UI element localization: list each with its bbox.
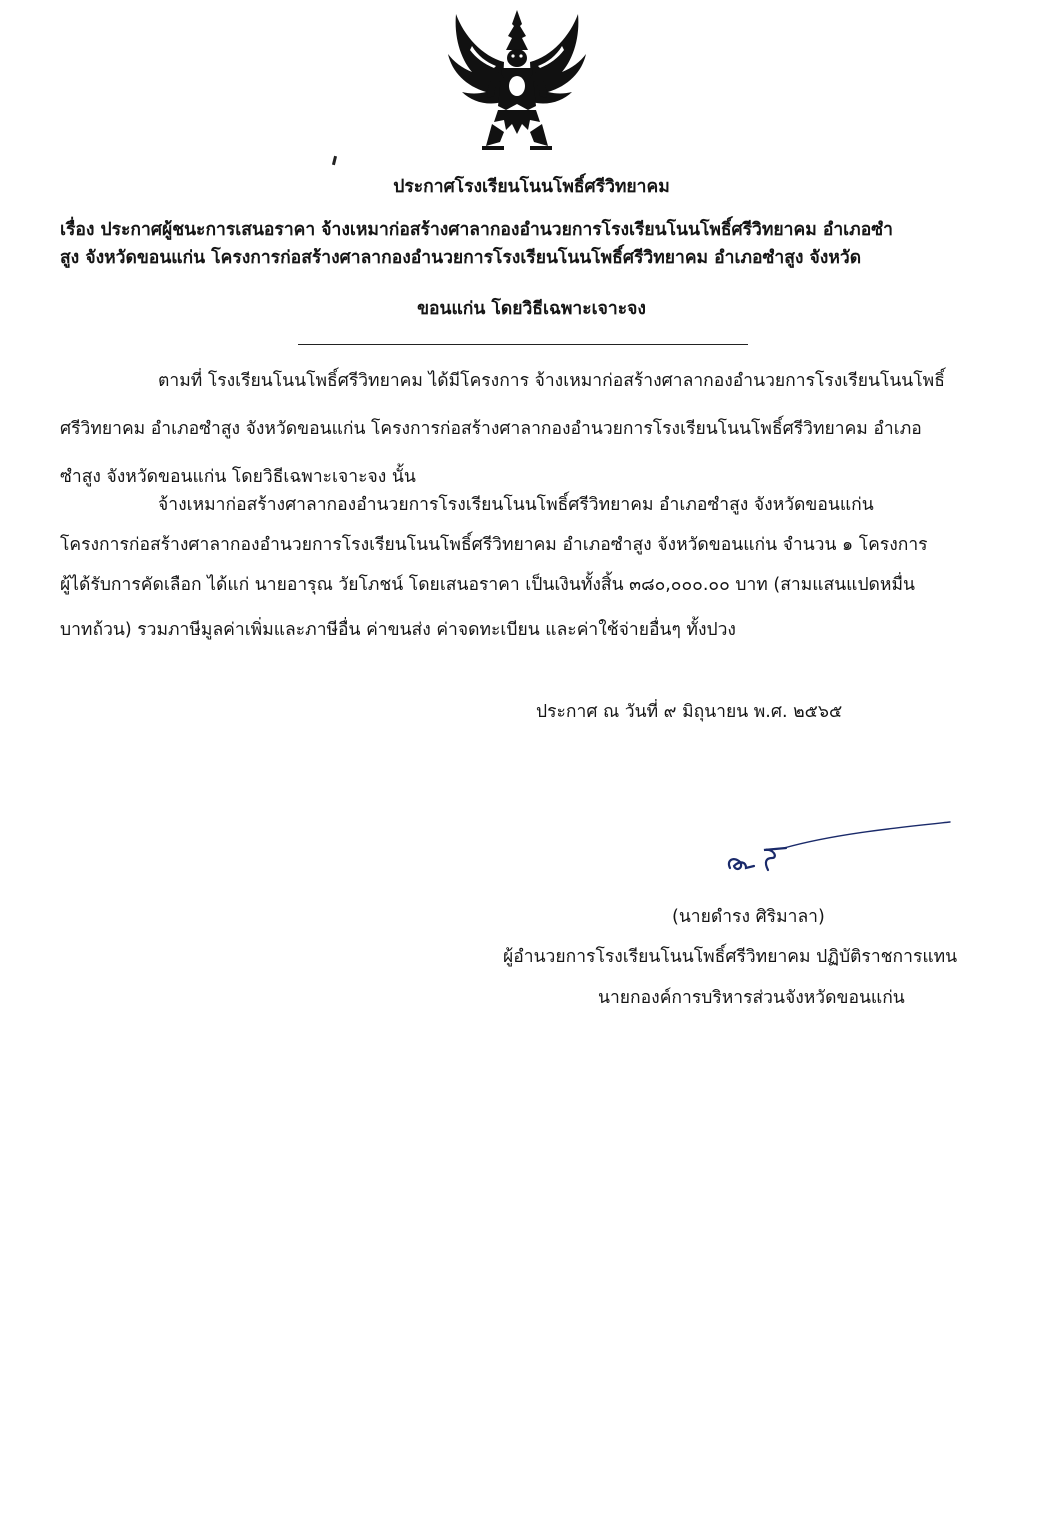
paragraph-1-line-2: ศรีวิทยาคม อำเภอซำสูง จังหวัดขอนแก่น โครงการก่อสร้างศาลากองอำนวยการโรงเรียนโนนโพธิ์ศรีวิทยาคม อำเภอ [60, 419, 922, 439]
paragraph-2-line-2: โครงการก่อสร้างศาลากองอำนวยการโรงเรียนโนนโพธิ์ศรีวิทยาคม อำเภอซำสูง จังหวัดขอนแก่น จำนวน ๑ โครงการ [60, 535, 928, 555]
signatory-position-line-1: ผู้อำนวยการโรงเรียนโนนโพธิ์ศรีวิทยาคม ปฏิบัติราชการแทน [503, 947, 958, 967]
divider-line [298, 344, 748, 345]
announcement-date: ประกาศ ณ วันที่ ๙ มิถุนายน พ.ศ. ๒๕๖๕ [536, 702, 843, 722]
paragraph-1-line-1: ตามที่ โรงเรียนโนนโพธิ์ศรีวิทยาคม ได้มีโครงการ จ้างเหมาก่อสร้างศาลากองอำนวยการโรงเรียนโนนโพธิ์ [158, 371, 945, 391]
announcement-title: ประกาศโรงเรียนโนนโพธิ์ศรีวิทยาคม [393, 177, 670, 197]
stray-mark [332, 156, 337, 165]
signatory-name: (นายดำรง ศิริมาลา) [672, 907, 825, 927]
paragraph-2-line-1: จ้างเหมาก่อสร้างศาลากองอำนวยการโรงเรียนโนนโพธิ์ศรีวิทยาคม อำเภอซำสูง จังหวัดขอนแก่น [158, 495, 874, 515]
paragraph-2-line-4: บาทถ้วน) รวมภาษีมูลค่าเพิ่มและภาษีอื่น ค่าขนส่ง ค่าจดทะเบียน และค่าใช้จ่ายอื่นๆ ทั้งปวง [60, 620, 736, 640]
paragraph-2-line-3: ผู้ได้รับการคัดเลือก ได้แก่ นายอารุณ วัยโภชน์ โดยเสนอราคา เป็นเงินทั้งสิ้น ๓๘๐,๐๐๐.๐๐ บาท (สามแสนแปดหมื่น [60, 575, 915, 595]
subject-line-2: สูง จังหวัดขอนแก่น โครงการก่อสร้างศาลากองอำนวยการโรงเรียนโนนโพธิ์ศรีวิทยาคม อำเภอซำสูง จังหวัด [60, 248, 862, 268]
signatory-position-line-2: นายกองค์การบริหารส่วนจังหวัดขอนแก่น [598, 988, 905, 1008]
subject-line-1: เรื่อง ประกาศผู้ชนะการเสนอราคา จ้างเหมาก่อสร้างศาลากองอำนวยการโรงเรียนโนนโพธิ์ศรีวิทยาคม อำเภอซำ [60, 220, 893, 240]
paragraph-1-line-3: ซำสูง จังหวัดขอนแก่น โดยวิธีเฉพาะเจาะจง นั้น [60, 467, 416, 487]
garuda-emblem-icon [442, 6, 592, 154]
subject-line-3: ขอนแก่น โดยวิธีเฉพาะเจาะจง [417, 299, 646, 319]
handwritten-signature [724, 818, 964, 878]
